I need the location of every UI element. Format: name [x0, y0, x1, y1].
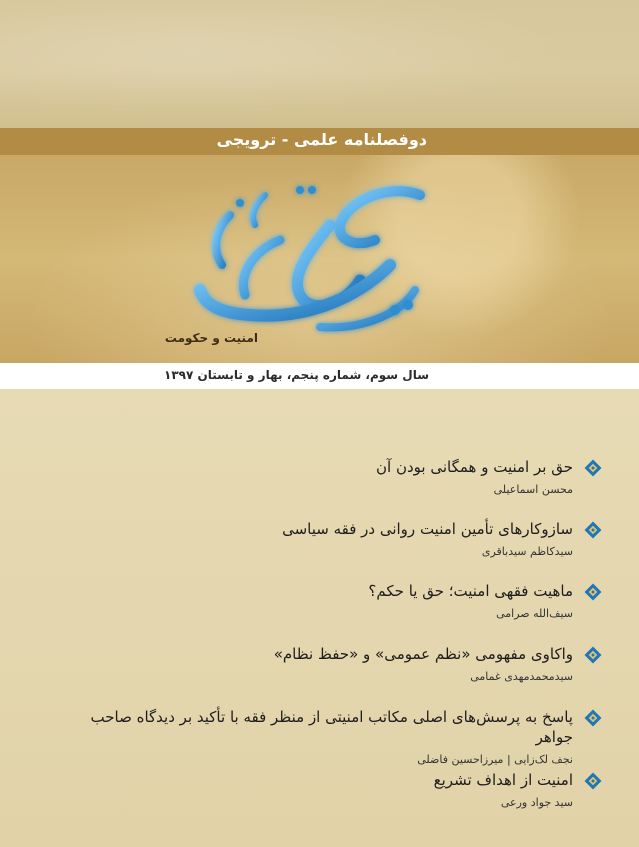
toc-title: ماهیت فقهی امنیت؛ حق یا حکم؟: [368, 582, 573, 600]
toc-item: [83, 770, 603, 810]
toc-author: سیف‌الله صرامی: [496, 607, 573, 620]
toc-item: [83, 644, 603, 684]
toc-author: محسن اسماعیلی: [493, 483, 573, 496]
toc-item: [83, 519, 603, 559]
journal-logo-calligraphy: [0, 155, 639, 363]
toc-title: پاسخ به پرسش‌های اصلی مکاتب امنیتی از منظر فقه با تأکید بر دیدگاه صاحب جواهر: [90, 708, 573, 746]
top-paper-band: [0, 0, 639, 128]
toc-title: حق بر امنیت و همگانی بودن آن: [376, 458, 573, 476]
toc-item: [83, 581, 603, 621]
journal-subtitle: دوفصلنامه علمی - ترویجی: [216, 130, 427, 149]
table-of-contents: [0, 389, 639, 847]
issue-info: سال سوم، شماره پنجم، بهار و تابستان ۱۳۹۷: [164, 368, 429, 382]
diamond-ornament-icon: [583, 645, 603, 665]
diamond-ornament-icon: [583, 458, 603, 478]
toc-author: سید جواد ورعی: [500, 796, 573, 809]
diamond-ornament-icon: [583, 771, 603, 791]
toc-item: [83, 707, 603, 767]
toc-title: امنیت از اهداف تشریع: [433, 771, 573, 789]
toc-item: [83, 457, 603, 497]
toc-title: سازوکارهای تأمین امنیت روانی در فقه سیاسی: [282, 520, 573, 538]
toc-author: نجف لک‌زایی | میرزاحسین فاضلی: [417, 753, 573, 766]
toc-author: سیدکاظم سیدباقری: [481, 545, 573, 558]
diamond-ornament-icon: [583, 582, 603, 602]
subtitle-band: [0, 128, 639, 155]
diamond-ornament-icon: [583, 520, 603, 540]
diamond-ornament-icon: [583, 708, 603, 728]
hero-logo-area: [0, 155, 639, 363]
logo-subtitle: امنیت و حکومت: [164, 331, 258, 345]
issue-band: [0, 363, 639, 389]
toc-title: واکاوی مفهومی «نظم عمومی» و «حفظ نظام»: [273, 645, 573, 663]
toc-author: سیدمحمدمهدی غمامی: [470, 670, 573, 683]
